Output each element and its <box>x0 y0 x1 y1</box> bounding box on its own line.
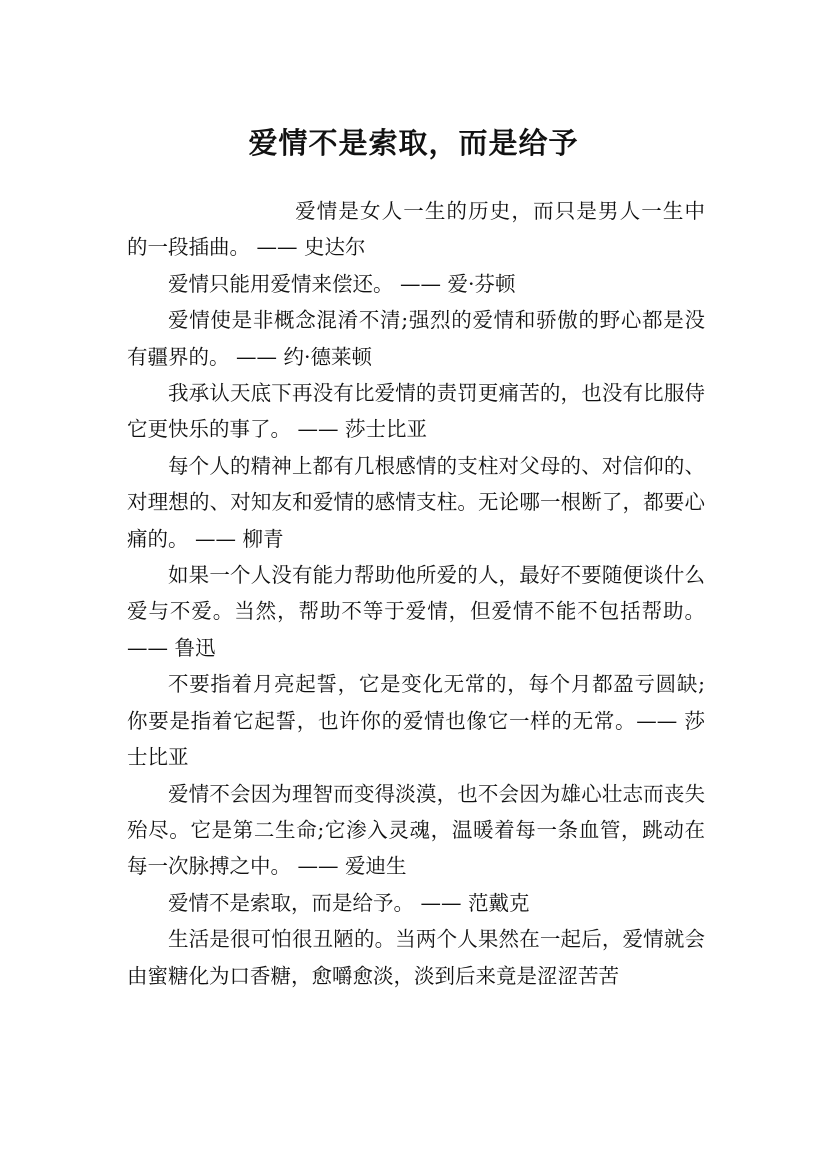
paragraph: 爱情不是索取，而是给予。 —— 范戴克 <box>168 890 530 915</box>
document-body <box>127 193 705 994</box>
page-title: 爱情不是索取，而是给予 <box>248 126 579 161</box>
paragraph: 生活是很可怕很丑陋的。当两个人果然在一起后，爱情就会由蜜糖化为口香糖，愈嚼愈淡，淡到后来竟是涩涩苦苦 <box>127 927 705 988</box>
paragraph: 爱情不会因为理智而变得淡漠，也不会因为雄心壮志而丧失殆尽。它是第二生命;它渗入灵魂，温暖着每一条血管，跳动在每一次脉搏之中。 —— 爱迪生 <box>127 781 705 879</box>
paragraph: 爱情是女人一生的历史，而只是男人一生中的一段插曲。 —— 史达尔 <box>127 199 705 260</box>
paragraph: 爱情只能用爱情来偿还。 —— 爱·芬顿 <box>168 271 516 296</box>
paragraph: 如果一个人没有能力帮助他所爱的人，最好不要随便谈什么爱与不爱。当然，帮助不等于爱情，但爱情不能不包括帮助。 —— 鲁迅 <box>127 563 705 660</box>
paragraph: 爱情使是非概念混淆不清;强烈的爱情和骄傲的野心都是没有疆界的。 —— 约·德莱顿 <box>127 308 705 369</box>
paragraph: 每个人的精神上都有几根感情的支柱对父母的、对信仰的、对理想的、对知友和爱情的感情支柱。无论哪一根断了，都要心痛的。 —— 柳青 <box>127 453 705 551</box>
paragraph: 不要指着月亮起誓，它是变化无常的，每个月都盈亏圆缺;你要是指着它起誓，也许你的爱情也像它一样的无常。—— 莎士比亚 <box>127 672 705 770</box>
paragraph: 我承认天底下再没有比爱情的责罚更痛苦的，也没有比服侍它更快乐的事了。 —— 莎士比亚 <box>127 381 705 442</box>
